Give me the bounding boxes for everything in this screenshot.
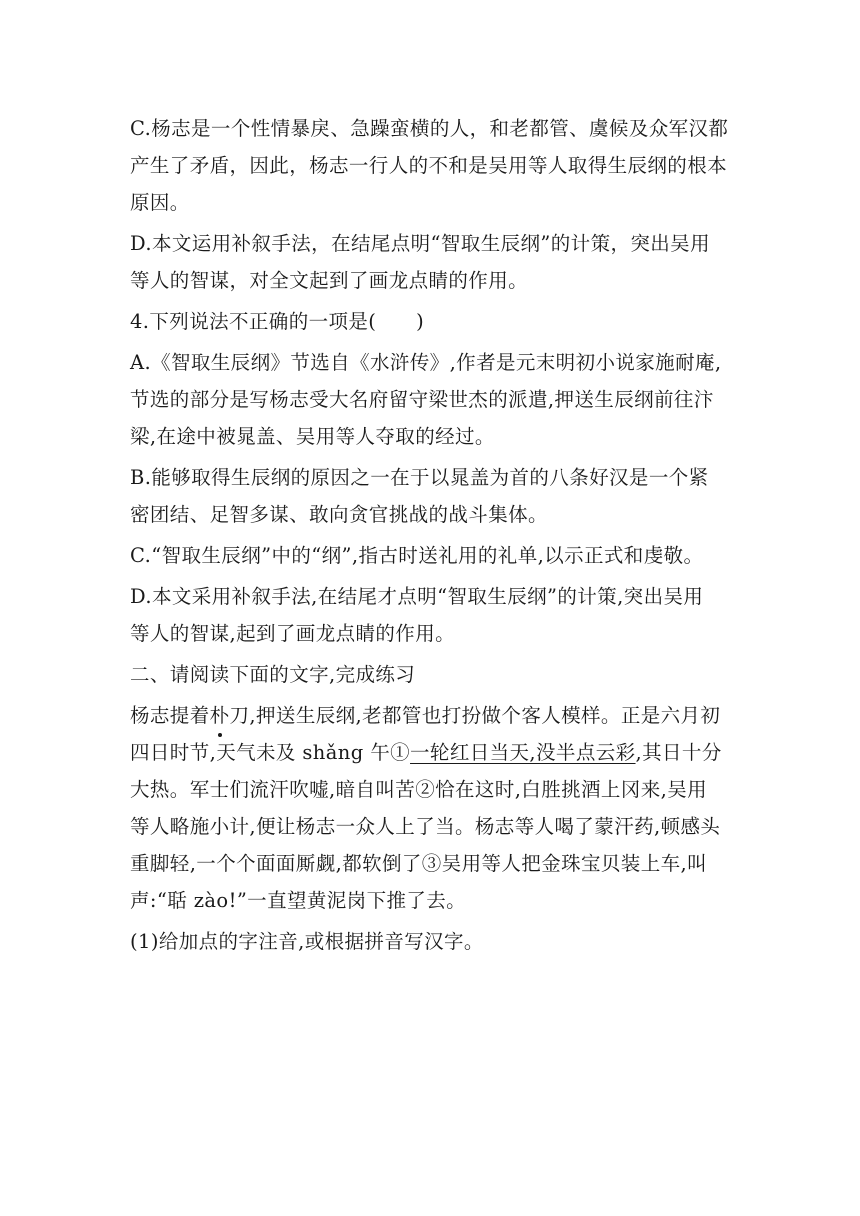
- option-d-q4: [130, 578, 732, 652]
- document-page: [130, 110, 732, 964]
- text-line: 密团结、足智多谋、敢向贪官挑战的战斗集体。: [130, 503, 548, 526]
- text-line: 原因。: [130, 191, 190, 214]
- option-a-q4: [130, 344, 732, 455]
- text-line: 声:“聒 zào!”一直望黄泥岗下推了去。: [130, 889, 467, 912]
- text-line: 等人略施小计,便让杨志一众人上了当。杨志等人喝了蒙汗药,顿感头: [130, 815, 721, 838]
- text-line: C.杨志是一个性情暴戾、急躁蛮横的人，和老都管、虞候及众军汉都: [130, 117, 729, 140]
- option-c-q3: [130, 110, 732, 221]
- sub-question-1: [130, 923, 732, 960]
- option-b-q4: [130, 459, 732, 533]
- text-fragment: ,其日十分: [635, 741, 722, 764]
- text-line: 等人的智谋,起到了画龙点睛的作用。: [130, 622, 455, 645]
- section-title: 二、请阅读下面的文字,完成练习: [130, 663, 416, 686]
- text-line: D.本文运用补叙手法，在结尾点明“智取生辰纲”的计策，突出吴用: [130, 232, 710, 255]
- question-4: [130, 303, 732, 340]
- text-line: [130, 734, 732, 771]
- text-fragment: 刀,押送生辰纲,老都管也打扮做个客人模样。正是六月初: [229, 704, 721, 727]
- option-d-q3: [130, 225, 732, 299]
- section-heading: [130, 656, 732, 693]
- text-line: 产生了矛盾，因此，杨志一行人的不和是吴用等人取得生辰纲的根本: [130, 154, 728, 177]
- text-line: [130, 697, 732, 734]
- text-line: B.能够取得生辰纲的原因之一在于以晁盖为首的八条好汉是一个紧: [130, 466, 709, 489]
- text-line: 梁,在途中被晁盖、吴用等人夺取的经过。: [130, 425, 495, 448]
- reading-passage: [130, 697, 732, 919]
- text-line: 等人的智谋，对全文起到了画龙点睛的作用。: [130, 269, 529, 292]
- question-text: (1)给加点的字注音,或根据拼音写汉字。: [130, 930, 484, 953]
- text-line: D.本文采用补叙手法,在结尾才点明“智取生辰纲”的计策,突出吴用: [130, 585, 704, 608]
- text-line: 重脚轻,一个个面面厮觑,都软倒了③吴用等人把金珠宝贝装上车,叫: [130, 852, 707, 875]
- text-line: 节选的部分是写杨志受大名府留守梁世杰的派遣,押送生辰纲前往汴: [130, 388, 714, 411]
- underlined-sentence: 一轮红日当天,没半点云彩: [410, 741, 636, 764]
- option-c-q4: [130, 537, 732, 574]
- text-line: 大热。军士们流汗吹嘘,暗自叫苦②恰在这时,白胜挑酒上冈来,吴用: [130, 778, 707, 801]
- dotted-character: 朴: [210, 697, 230, 734]
- text-line: A.《智取生辰纲》节选自《水浒传》,作者是元末明初小说家施耐庵,: [130, 351, 722, 374]
- question-text: 4.下列说法不正确的一项是( ): [130, 310, 425, 333]
- text-line: C.“智取生辰纲”中的“纲”,指古时送礼用的礼单,以示正式和虔敬。: [130, 544, 704, 567]
- text-fragment: 四日时节,天气未及 shǎng 午①: [130, 741, 411, 764]
- text-fragment: 杨志提着: [130, 704, 210, 727]
